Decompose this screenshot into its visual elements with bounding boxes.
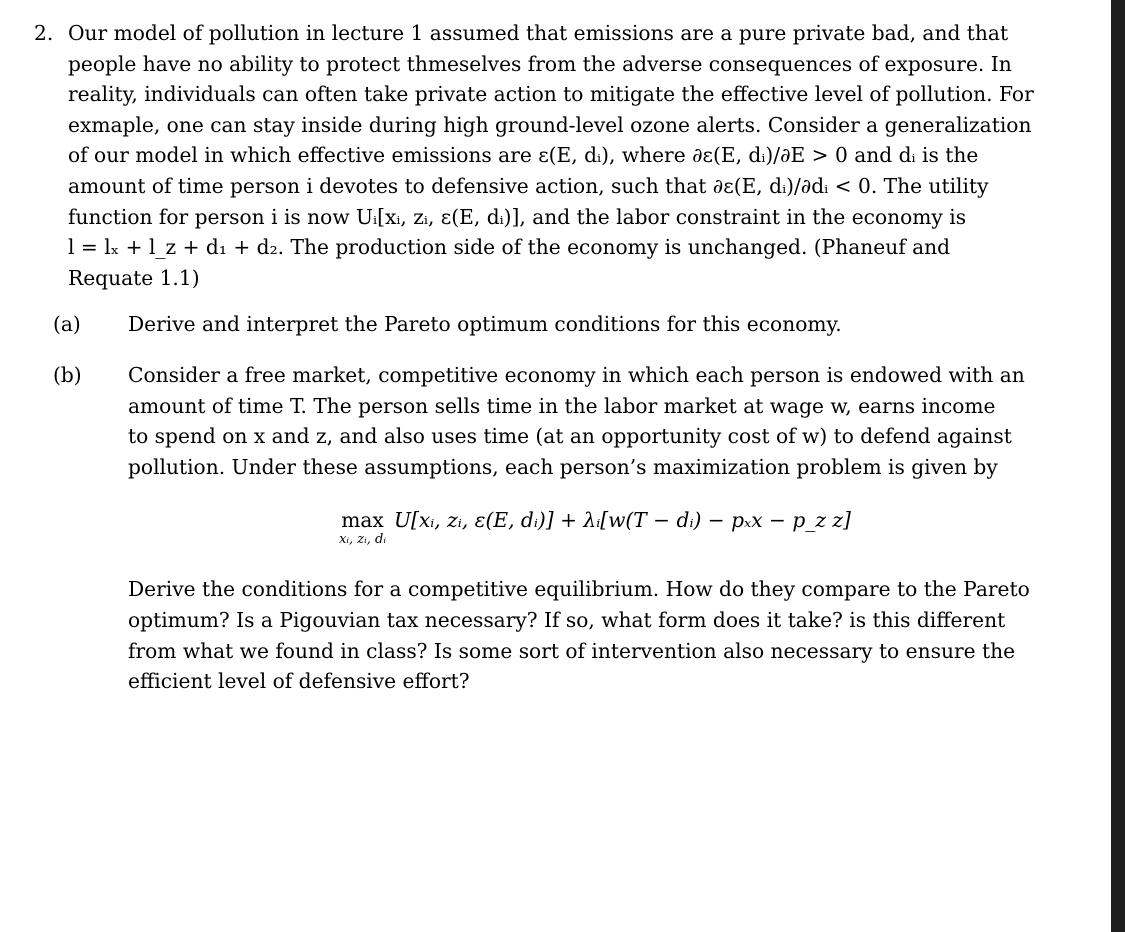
part-b-line: to spend on x and z, and also uses time (at an opportunity cost of w) to defend against (128, 424, 1012, 449)
part-b (42, 360, 1058, 697)
problem-line: function for person i is now Uᵢ[xᵢ, zᵢ, ε(E, dᵢ)], and the labor constraint in the economy is (68, 204, 967, 229)
maximization-equation (128, 510, 1058, 548)
part-b-line: pollution. Under these assumptions, each person’s maximization problem is given by (128, 454, 998, 479)
problem-parts (42, 309, 1058, 696)
problem-line: Our model of pollution in lecture 1 assumed that emissions are a pure private bad, and that (68, 21, 1009, 45)
part-b-line: Derive the conditions for a competitive equilibrium. How do they compare to the Pareto (128, 577, 1030, 602)
part-a (42, 309, 1058, 340)
problem-line: amount of time person i devotes to defensive action, such that ∂ε(E, dᵢ)/∂dᵢ < 0. The utility (68, 173, 989, 198)
max-subscript: xᵢ, zᵢ, dᵢ (339, 532, 386, 548)
problem-line: of our model in which effective emissions are ε(E, dᵢ), where ∂ε(E, dᵢ)/∂E > 0 and dᵢ is the (68, 143, 979, 168)
max-operator (339, 510, 386, 548)
max-label: max (341, 508, 384, 533)
part-label: (b) (53, 362, 82, 387)
problem-statement (68, 18, 1058, 293)
problem-line: l = lₓ + l_z + d₁ + d₂. The production side of the economy is unchanged. (Phaneuf and (68, 235, 951, 260)
problem-2 (34, 18, 1058, 711)
equation-expression: U[xᵢ, zᵢ, ε(E, dᵢ)] + λᵢ[w(T − dᵢ) − pₓx − p_z z] (393, 508, 851, 533)
problem-line: reality, individuals can often take private action to mitigate the effective level of pollution. For (68, 82, 1034, 107)
problem-line: people have no ability to protect thmeselves from the adverse consequences of exposure. In (68, 51, 1012, 76)
part-b-line: efficient level of defensive effort? (128, 669, 470, 694)
problem-line: Requate 1.1) (68, 265, 200, 290)
part-b-body (128, 360, 1058, 697)
viewer-scrollbar[interactable] (1111, 0, 1125, 932)
problem-line: exmaple, one can stay inside during high ground-level ozone alerts. Consider a generalization (68, 112, 1032, 137)
part-b-line: Consider a free market, competitive economy in which each person is endowed with an (128, 362, 1025, 387)
part-a-text: Derive and interpret the Pareto optimum conditions for this economy. (128, 312, 842, 337)
part-b-line: amount of time T. The person sells time in the labor market at wage w, earns income (128, 393, 996, 418)
part-label: (a) (53, 312, 81, 337)
problem-number: 2. (34, 21, 54, 45)
part-b-line: from what we found in class? Is some sort of intervention also necessary to ensure the (128, 638, 1016, 663)
part-b-line: optimum? Is a Pigouvian tax necessary? If so, what form does it take? is this different (128, 607, 1006, 632)
